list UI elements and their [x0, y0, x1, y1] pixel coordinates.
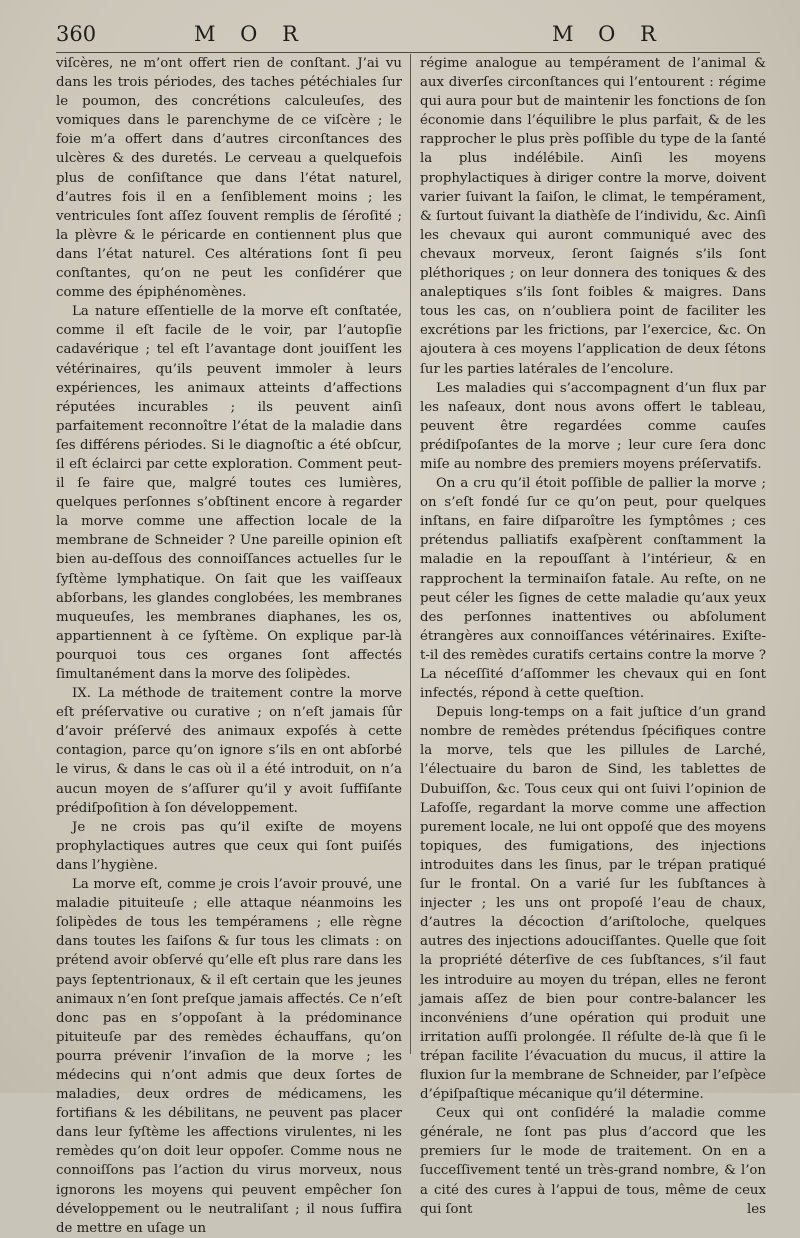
paragraph: Je ne crois pas qu’il exiſte de moyens prophylactiques autres que ceux qui ſont puiſés dans l’hygiène. [56, 819, 402, 873]
paragraph: Les maladies qui s’accompagnent d’un flux par les naſeaux, dont nous avons offert le tableau, peuvent être regardées comme cauſes prédiſpoſantes de la morve ; leur cure ſera donc miſe au nombre des premiers moyens préſervatifs. [420, 380, 766, 472]
paragraph: viſcères, ne m’ont offert rien de conſtant. J’ai vu dans les trois périodes, des taches pétéchiales ſur le poumon, des concrétions calculeuſes, des vomiques dans le parenchyme de ce viſcère ; le foie m’a offert dans d’autres circonſtances des ulcères & des duretés. Le cerveau a quelquefois plus de conſiſtance que dans l’état naturel, d’autres fois il en a ſenſiblement moins ; les ventricules ſont aſſez ſouvent remplis de ſéroſité ; la plèvre & le péricarde en contiennent plus que dans l’état naturel. Ces altérations ſont ſi peu conſtantes, qu’on ne peut les conſidérer que comme des épiphénomènes. [56, 56, 402, 301]
paragraph: La morve eſt, comme je crois l’avoir prouvé, une maladie pituiteuſe ; elle attaque néanmoins les ſolipèdes de tous les tempéramens ; elle règne dans toutes les ſaiſons & ſur tous les climats : on prétend avoir obſervé qu’elle eſt plus rare dans les pays ſeptentrionaux, & il eſt certain que les jeunes animaux n’en ſont preſque jamais affectés. Ce n’eſt donc pas en s’oppoſant à la prédominance pituiteuſe par des remèdes échauffans, qu’on pourra prévenir l’invaſion de la morve ; les médecins qui n’ont admis que deux ſortes de maladies, deux ordres de médicamens, les fortifians & les débilitans, ne peuvent pas placer dans leur ſyſtème les affections virulentes, ni les remèdes qu’on doit leur oppoſer. Comme nous ne connoiſſons pas l’action du virus morveux, nous ignorons les moyens qui peuvent empêcher ſon développement ou le neutraliſant ; il nous ſuffira de mettre en uſage un [56, 877, 402, 1236]
paragraph: La nature eſſentielle de la morve eſt conſtatée, comme il eſt facile de le voir, par l’autopſie cadavérique ; tel eſt l’avantage dont jouiſſent les vétérinaires, qu’ils peuvent immoler à leurs expériences, les animaux atteints d’affections réputées incurables ; ils peuvent ainſi parfaitement reconnoître l’état de la maladie dans ſes différens périodes. Si le diagnoſtic a été obſcur, il eſt éclairci par cette exploration. Comment peut-il ſe faire que, malgré toutes ces lumières, quelques perſonnes s’obſtinent encore à regarder la morve comme une affection locale de la membrane de Schneider ? Une pareille opinion eſt bien au-deſſous des connoiſſances actuelles ſur le ſyſtème lymphatique. On ſait que les vaiſſeaux abſorbans, les glandes conglobées, les membranes muqueuſes, les membranes diaphanes, les os, appartiennent à ce ſyſtème. On explique par-là pourquoi tous ces organes ſont affectés ſimultanément dans la morve des ſolipèdes. [56, 304, 402, 682]
column-divider [410, 54, 411, 1054]
paragraph: On a cru qu’il étoit poſſible de pallier la morve ; on s’eſt fondé ſur ce qu’on peut, pour quelques inſtans, en faire diſparoître les ſymptômes ; ces prétendus palliatifs exaſpèrent conſtamment la maladie en la repouſſant à l’intérieur, & en rapprochent la terminaiſon fatale. Au reſte, on ne peut céler les ſignes de cette maladie qu’aux yeux des perſonnes inattentives ou abſolument étrangères aux connoiſſances vétérinaires. Exiſte-t-il des remèdes curatifs certains contre la morve ? La néceſſité d’aſſommer les chevaux qui en ſont infectés, répond à cette queſtion. [420, 476, 766, 702]
page-number: 360 [56, 22, 97, 46]
running-head-left: M O R [194, 22, 307, 46]
paragraph: Depuis long-temps on a fait juſtice d’un grand nombre de remèdes prétendus ſpécifiques contre la morve, tels que les pillules de Larché, l’électuaire du baron de Sind, les tablettes de Dubuiſſon, &c. Tous ceux qui ont ſuivi l’opinion de Lafoſſe, regardant la morve comme une affection purement locale, ne lui ont oppoſé que des moyens topiques, des fumigations, des injections introduites dans les ſinus, par le trépan pratiqué ſur le frontal. On a varié ſur les ſubſtances à injecter ; les uns ont propoſé l’eau de chaux, d’autres la décoction d’ariſtoloche, quelques autres des injections adouciſſantes. Quelle que ſoit la propriété déterſive de ces ſubſtances, s’il faut les introduire au moyen du trépan, elles ne feront jamais aſſez de bien pour contre-balancer les inconvéniens d’une opération qui produit une irritation auſſi prolongée. Il réſulte de-là que ſi le trépan facilite l’évacuation du mucus, il attire la fluxion ſur la membrane de Schneider, par l’eſpèce d’épiſpaſtique mécanique qu’il détermine. [420, 705, 766, 1103]
page-header [56, 22, 760, 53]
section-ix-paragraph: IX. La méthode de traitement contre la morve eſt préſervative ou curative ; on n’eſt jamais ſûr d’avoir préſervé des animaux expoſés à cette contagion, parce qu’on ignore s’ils en ont abſorbé le virus, & dans le cas où il a été introduit, on n’a aucun moyen de s’aſſurer qu’il y avoit ſuffiſante prédiſpoſition à ſon développement. [56, 686, 402, 816]
left-column [56, 54, 402, 1238]
right-column [420, 54, 766, 1219]
paragraph: régime analogue au tempérament de l’animal & aux diverſes circonſtances qui l’entourent : régime qui aura pour but de maintenir les fonctions de ſon économie dans l’équilibre le plus parfait, & de les rapprocher le plus près poſſible du type de la ſanté la plus indélébile. Ainſi les moyens prophylactiques à diriger contre la morve, doivent varier ſuivant la ſaiſon, le climat, le tempérament, & ſurtout ſuivant la diathèſe de l’individu, &c. Ainſi les chevaux qui auront communiqué avec des chevaux morveux, ſeront ſaignés s’ils ſont pléthoriques ; on leur donnera des toniques & des analeptiques s’ils ſont foibles & maigres. Dans tous les cas, on n’oubliera point de faciliter les excrétions par les frictions, par l’exercice, &c. On ajoutera à ces moyens l’application de deux ſétons ſur les parties latérales de l’encolure. [420, 56, 766, 377]
catchword: les [747, 1201, 766, 1217]
text-columns [56, 54, 766, 1236]
running-head-right: M O R [552, 22, 665, 46]
paragraph: Ceux qui ont conſidéré la maladie comme générale, ne ſont pas plus d’accord que les premiers ſur le mode de traitement. On en a ſucceſſivement tenté un très-grand nombre, & l’on a cité des cures à l’appui de tous, même de ceux qui ſont [420, 1106, 766, 1217]
